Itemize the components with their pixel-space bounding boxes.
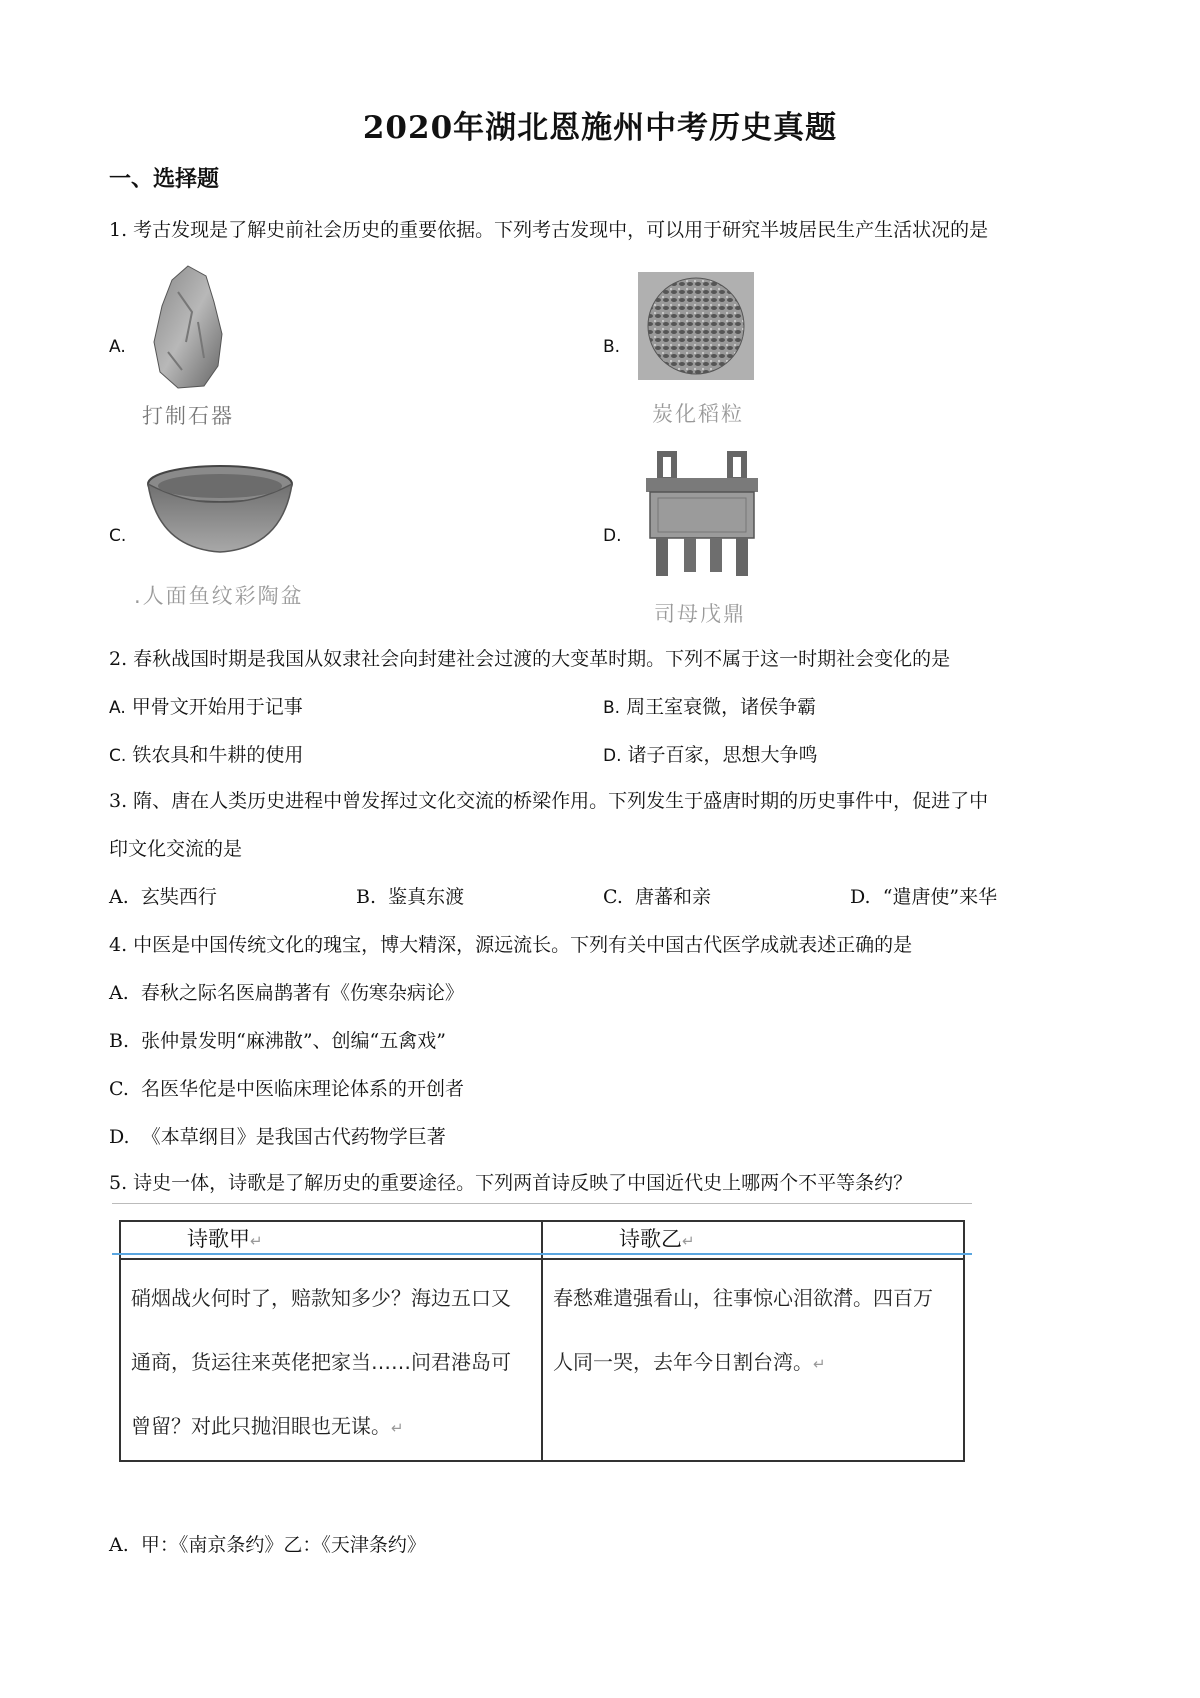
q4-option-d-label: D. <box>109 1126 130 1148</box>
q2-option-a-label: A. <box>109 698 126 718</box>
q4-option-c <box>109 1074 464 1101</box>
q2-option-d-text: 诸子百家，思想大争鸣 <box>627 744 818 766</box>
q4-option-a-label: A. <box>109 982 129 1004</box>
poem-b-line: 春愁难遣强看山，往事惊心泪欲潸。四百万 <box>553 1286 933 1310</box>
q4-option-a <box>109 978 464 1005</box>
table-top-guide <box>112 1203 972 1204</box>
q4-option-b-text: 张仲景发明“麻沸散”、创编“五禽戏” <box>141 1030 446 1052</box>
poem-b-line: 人同一哭，去年今日割台湾。↵ <box>553 1350 826 1374</box>
q2-option-a-text: 甲骨文开始用于记事 <box>131 696 303 718</box>
table-selection-line <box>112 1253 972 1255</box>
q2-option-c <box>109 740 303 767</box>
q4-option-b <box>109 1026 446 1053</box>
q1-option-a-label: A. <box>109 337 126 357</box>
painted-pottery-basin-image <box>144 462 296 556</box>
q1-option-c-caption: .人面鱼纹彩陶盆 <box>134 584 304 608</box>
poem-table <box>119 1220 965 1462</box>
poem-b-title: 诗歌乙 <box>619 1227 682 1251</box>
q3-option-a <box>109 882 217 909</box>
q2-option-c-text: 铁农具和牛耕的使用 <box>132 744 304 766</box>
bronze-ding-image <box>640 450 764 580</box>
q2-option-b-text: 周王室衰微，诸侯争霸 <box>626 696 817 718</box>
poem-a-line: 通商，货运往来英佬把家当……问君港岛可 <box>131 1350 511 1374</box>
q5-option-a <box>109 1530 426 1557</box>
poem-a-line: 曾留？对此只抛泪眼也无谋。↵ <box>131 1414 404 1438</box>
q1-option-c-label: C. <box>109 526 127 546</box>
q2-option-d-label: D. <box>603 746 622 766</box>
q2-option-d <box>603 740 818 767</box>
q3-option-c-label: C. <box>603 886 623 908</box>
question-3-stem-line1: 3. 隋、唐在人类历史进程中曾发挥过文化交流的桥梁作用。下列发生于盛唐时期的历史事件中，促进了中 <box>109 790 989 812</box>
q4-option-b-label: B. <box>109 1030 130 1052</box>
page-title: 2020年湖北恩施州中考历史真题 <box>362 110 838 146</box>
q3-option-d-text: “遣唐使”来华 <box>882 886 998 908</box>
q4-option-c-text: 名医华佗是中医临床理论体系的开创者 <box>141 1078 465 1100</box>
question-3-stem-line2: 印文化交流的是 <box>109 838 243 860</box>
q3-option-d <box>850 882 997 909</box>
q4-option-c-label: C. <box>109 1078 129 1100</box>
q3-option-a-text: 玄奘西行 <box>140 886 217 908</box>
q2-option-a <box>109 692 303 719</box>
question-1-stem: 1. 考古发现是了解史前社会历史的重要依据。下列考古发现中，可以用于研究半坡居民生产生活状况的是 <box>109 219 989 241</box>
poem-a-title: 诗歌甲 <box>187 1227 250 1251</box>
q4-option-d-text: 《本草纲目》是我国古代药物学巨著 <box>141 1126 446 1148</box>
q3-option-c <box>603 882 711 909</box>
poem-a-line: 硝烟战火何时了，赔款知多少？海边五口又 <box>131 1286 511 1310</box>
poem-b-body <box>542 1259 964 1461</box>
q1-option-d-label: D. <box>603 526 622 546</box>
q4-option-a-text: 春秋之际名医扁鹊著有《伤寒杂病论》 <box>140 982 464 1004</box>
poem-b-header: 诗歌乙↵ <box>542 1221 964 1259</box>
stone-tool-image <box>148 262 228 392</box>
q3-option-b-label: B. <box>356 886 377 908</box>
q3-option-a-label: A. <box>109 886 129 908</box>
question-2-stem: 2. 春秋战国时期是我国从奴隶社会向封建社会过渡的大变革时期。下列不属于这一时期社会变化的是 <box>109 648 951 670</box>
q1-option-b-caption: 炭化稻粒 <box>652 402 744 426</box>
q5-option-a-label: A. <box>109 1534 129 1556</box>
q2-option-b <box>603 692 816 719</box>
poem-a-body <box>120 1259 542 1461</box>
q1-option-a-caption: 打制石器 <box>142 404 234 428</box>
q3-option-b-text: 鉴真东渡 <box>388 886 465 908</box>
q1-option-b-label: B. <box>603 337 621 357</box>
question-5-stem: 5. 诗史一体，诗歌是了解历史的重要途径。下列两首诗反映了中国近代史上哪两个不平等条约？ <box>109 1172 913 1194</box>
q5-option-a-text: 甲：《南京条约》乙：《天津条约》 <box>140 1534 426 1556</box>
question-4-stem: 4. 中医是中国传统文化的瑰宝，博大精深，源远流长。下列有关中国古代医学成就表述正确的是 <box>109 934 913 956</box>
section-heading: 一、选择题 <box>109 167 220 192</box>
poem-a-header: 诗歌甲↵ <box>120 1221 542 1259</box>
q4-option-d <box>109 1122 446 1149</box>
q3-option-d-label: D. <box>850 886 871 908</box>
q2-option-c-label: C. <box>109 746 127 766</box>
q1-option-d-caption: 司母戊鼎 <box>654 602 746 626</box>
q3-option-c-text: 唐蕃和亲 <box>635 886 712 908</box>
q3-option-b <box>356 882 464 909</box>
carbonized-rice-image <box>638 272 754 380</box>
q2-option-b-label: B. <box>603 698 621 718</box>
